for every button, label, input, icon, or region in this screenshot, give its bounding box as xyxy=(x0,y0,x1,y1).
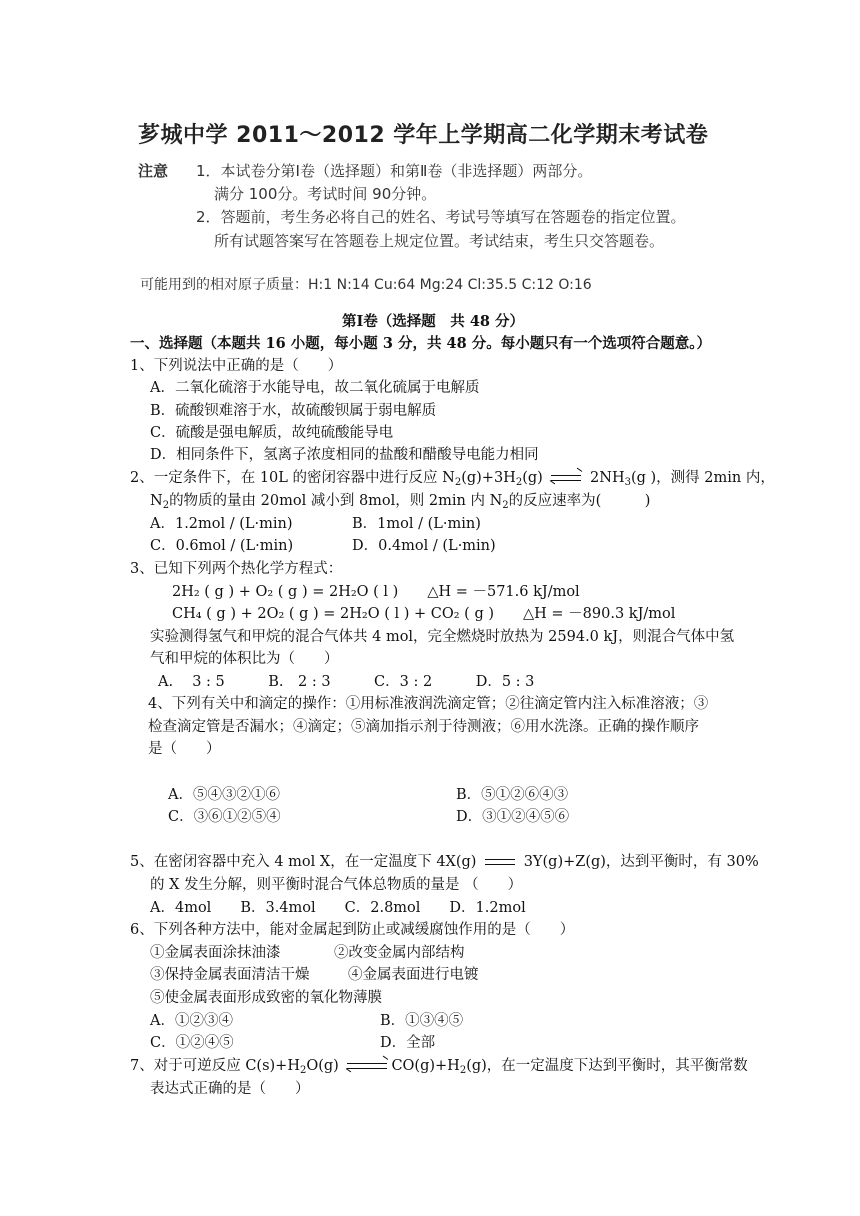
question-line xyxy=(150,491,650,511)
q2-text: N xyxy=(150,493,163,509)
question-line: 的 X 发生分解，则平衡时混合气体总物质的量是 （ ） xyxy=(150,877,523,893)
method-item: ③保持金属表面清洁干燥 xyxy=(150,967,310,983)
options-row: A．4mol B．3.4mol C．2.8mol D．1.2mol xyxy=(150,900,526,916)
option-b: B．硫酸钡难溶于水，故硫酸钡属于弱电解质 xyxy=(150,403,437,419)
section-instruction: 一、选择题（本题共 16 小题，每小题 3 分，共 48 分。每小题只有一个选项符合题意。） xyxy=(130,335,711,352)
note-line: 2．答题前，考生务必将自己的姓名、考试号等填写在答题卷的指定位置。 xyxy=(196,208,686,226)
method-item: ⑤使金属表面形成致密的氧化物薄膜 xyxy=(150,990,382,1006)
method-item: ②改变金属内部结构 xyxy=(334,945,465,961)
subscript: 2 xyxy=(162,500,170,511)
note-line: 1．本试卷分第Ⅰ卷（选择题）和第Ⅱ卷（非选择题）两部分。 xyxy=(196,162,593,180)
q2-text: (g )，测得 2min 内， xyxy=(630,470,775,486)
option-d: D．相同条件下，氢离子浓度相同的盐酸和醋酸导电能力相同 xyxy=(150,447,539,463)
option-c: C．①②④⑤ xyxy=(150,1035,234,1051)
question-line: 表达式正确的是（ ） xyxy=(150,1081,310,1097)
option-d: D．全部 xyxy=(380,1035,436,1051)
question-line: 检查滴定管是否漏水；④滴定；⑤滴加指示剂于待测液；⑥用水洗涤。正确的操作顺序 xyxy=(148,719,699,735)
equilibrium-arrow-icon xyxy=(551,473,581,483)
q2-text: 的物质的量由 20mol 减小到 8mol，则 2min 内 N xyxy=(169,493,503,509)
note-label: 注意 xyxy=(138,162,169,180)
option-b: B．⑤①②⑥④③ xyxy=(456,787,569,803)
q2-text: (g)+3H xyxy=(461,470,516,486)
option-b: B．①③④⑤ xyxy=(380,1013,464,1029)
question-stem: 3、已知下列两个热化学方程式： xyxy=(130,561,343,577)
note-line: 所有试题答案写在答题卷上规定位置。考试结束，考生只交答题卷。 xyxy=(214,232,665,250)
option-c: C．0.6mol / (L·min) xyxy=(150,538,294,554)
q7-text: (g)，在一定温度下达到平衡时，其平衡常数 xyxy=(466,1058,748,1074)
q7-text: 7、对于可逆反应 C(s)+H xyxy=(130,1058,300,1074)
equilibrium-arrow-icon xyxy=(485,857,515,867)
question-line: 实验测得氢气和甲烷的混合气体共 4 mol，完全燃烧时放热为 2594.0 kJ，则混合气体中氢 xyxy=(150,629,735,645)
subscript: 2 xyxy=(515,477,523,488)
option-a: A．⑤④③②①⑥ xyxy=(168,787,280,803)
q2-text: 2NH xyxy=(590,470,625,486)
subscript: 3 xyxy=(624,477,631,488)
q7-text: CO(g)+H xyxy=(391,1058,460,1074)
equilibrium-arrow-icon xyxy=(347,1061,387,1071)
option-a: A．二氧化硫溶于水能导电，故二氧化硫属于电解质 xyxy=(150,380,480,396)
option-a: A．1.2mol / (L·min) xyxy=(150,516,293,532)
question-stem: 4、下列有关中和滴定的操作：①用标准液润洗滴定管；②往滴定管内注入标准溶液；③ xyxy=(148,696,709,712)
atomic-masses: 可能用到的相对原子质量：H:1 N:14 Cu:64 Mg:24 Cl:35.5 C:12 O:16 xyxy=(140,277,592,293)
option-b: B．1mol / (L·min) xyxy=(352,516,481,532)
subscript: 2 xyxy=(299,1065,307,1076)
thermo-equation: CH₄ ( g ) + 2O₂ ( g ) = 2H₂O ( l ) + CO₂ ( g ) △H = －890.3 kJ/mol xyxy=(172,606,676,622)
q7-text: O(g) xyxy=(306,1058,339,1074)
question-stem xyxy=(130,852,759,872)
note-line: 满分 100分。考试时间 90分钟。 xyxy=(214,185,437,203)
question-stem xyxy=(130,468,775,488)
question-line: 气和甲烷的体积比为（ ） xyxy=(150,651,339,667)
question-line: 是（ ） xyxy=(148,741,221,757)
section-title: 第Ⅰ卷（选择题 共 48 分） xyxy=(342,313,525,330)
options-row: A. 3 : 5 B. 2 : 3 C．3 : 2 D．5 : 3 xyxy=(158,674,535,690)
q2-text: 2、一定条件下，在 10L 的密闭容器中进行反应 N xyxy=(130,470,455,486)
method-item: ④金属表面进行电镀 xyxy=(348,967,479,983)
subscript: 2 xyxy=(459,1065,467,1076)
subscript: 2 xyxy=(454,477,462,488)
option-d: D．0.4mol / (L·min) xyxy=(352,538,496,554)
q5-text: 5、在密闭容器中充入 4 mol X，在一定温度下 4X(g) xyxy=(130,854,477,870)
option-d: D．③①②④⑤⑥ xyxy=(456,809,570,825)
q2-text: (g) xyxy=(522,470,543,486)
q2-text: 的反应速率为( ) xyxy=(508,493,651,509)
exam-title: 芗城中学 2011～2012 学年上学期高二化学期末考试卷 xyxy=(138,123,709,148)
option-c: C．③⑥①②⑤④ xyxy=(168,809,281,825)
option-a: A．①②③④ xyxy=(150,1013,233,1029)
question-stem: 1、下列说法中正确的是（ ） xyxy=(130,358,343,374)
method-item: ①金属表面涂抹油漆 xyxy=(150,945,281,961)
thermo-equation: 2H₂ ( g ) + O₂ ( g ) = 2H₂O ( l ) △H = －571.6 kJ/mol xyxy=(172,584,580,600)
subscript: 2 xyxy=(502,500,509,511)
q5-text: 3Y(g)+Z(g)，达到平衡时，有 30% xyxy=(523,854,759,870)
option-c: C．硫酸是强电解质，故纯硫酸能导电 xyxy=(150,425,394,441)
question-stem xyxy=(130,1056,748,1076)
question-stem: 6、下列各种方法中，能对金属起到防止或减缓腐蚀作用的是（ ） xyxy=(130,922,575,938)
